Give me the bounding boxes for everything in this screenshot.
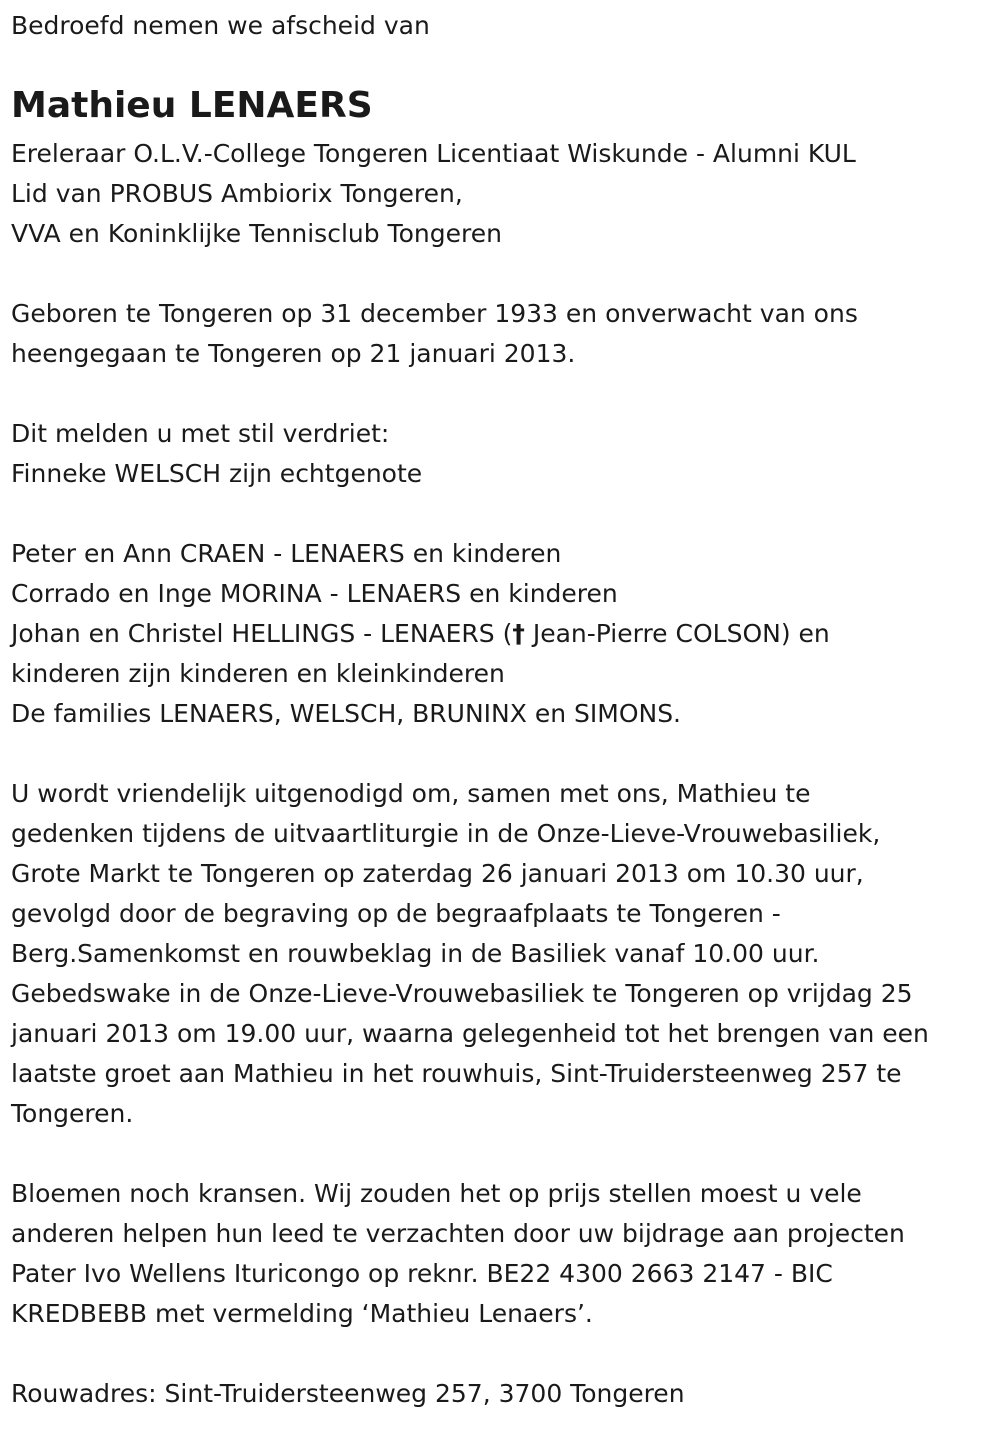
invitation-block [11,774,929,1134]
born-block [11,294,858,374]
family-line: Peter en Ann CRAEN - LENAERS en kinderen [11,539,562,568]
announcement-line: Dit melden u met stil verdriet: [11,419,390,448]
born-line: Geboren te Tongeren op 31 december 1933 en onverwacht van ons [11,299,858,328]
family-block [11,534,830,734]
titles-block [11,134,856,254]
announcement-block [11,414,422,494]
invitation-line: januari 2013 om 19.00 uur, waarna gelegenheid tot het brengen van een [11,1019,929,1048]
family-line-part: Jean-Pierre COLSON) en [524,619,830,648]
intro-text: Bedroefd nemen we afscheid van [11,11,430,40]
born-line: heengegaan te Tongeren op 21 januari 2013. [11,339,576,368]
invitation-line: U wordt vriendelijk uitgenodigd om, samen met ons, Mathieu te [11,779,811,808]
invitation-line: gevolgd door de begraving op de begraafplaats te Tongeren - [11,899,781,928]
invitation-line: Gebedswake in de Onze-Lieve-Vrouwebasiliek te Tongeren op vrijdag 25 [11,979,913,1008]
invitation-line: Grote Markt te Tongeren op zaterdag 26 januari 2013 om 10.30 uur, [11,859,864,888]
title-line: Lid van PROBUS Ambiorix Tongeren, [11,179,463,208]
invitation-line: laatste groet aan Mathieu in het rouwhuis, Sint-Truidersteenweg 257 te [11,1059,902,1088]
flowers-line: KREDBEBB met vermelding ‘Mathieu Lenaers’. [11,1299,593,1328]
flowers-line: anderen helpen hun leed te verzachten door uw bijdrage aan projecten [11,1219,905,1248]
spouse-line: Finneke WELSCH zijn echtgenote [11,459,423,488]
invitation-line: gedenken tijdens de uitvaartliturgie in de Onze-Lieve-Vrouwebasiliek, [11,819,881,848]
flowers-line: Bloemen noch kransen. Wij zouden het op prijs stellen moest u vele [11,1179,862,1208]
deceased-name: Mathieu LENAERS [11,85,373,126]
mourning-address: Rouwadres: Sint-Truidersteenweg 257, 3700 Tongeren [11,1379,685,1408]
invitation-line: Berg.Samenkomst en rouwbeklag in de Basiliek vanaf 10.00 uur. [11,939,820,968]
flowers-block [11,1174,905,1334]
flowers-line: Pater Ivo Wellens Ituricongo op reknr. BE22 4300 2663 2147 - BIC [11,1259,833,1288]
family-line: kinderen zijn kinderen en kleinkinderen [11,659,505,688]
family-line: Corrado en Inge MORINA - LENAERS en kinderen [11,579,618,608]
title-line: VVA en Koninklijke Tennisclub Tongeren [11,219,502,248]
address-block [11,1374,685,1414]
title-line: Ereleraar O.L.V.-College Tongeren Licentiaat Wiskunde - Alumni KUL [11,139,856,168]
family-line: De families LENAERS, WELSCH, BRUNINX en SIMONS. [11,699,682,728]
family-line-part: Johan en Christel HELLINGS - LENAERS ( [11,619,513,648]
invitation-line: Tongeren. [11,1099,134,1128]
family-line [11,614,830,654]
cross-icon: † [512,619,525,648]
